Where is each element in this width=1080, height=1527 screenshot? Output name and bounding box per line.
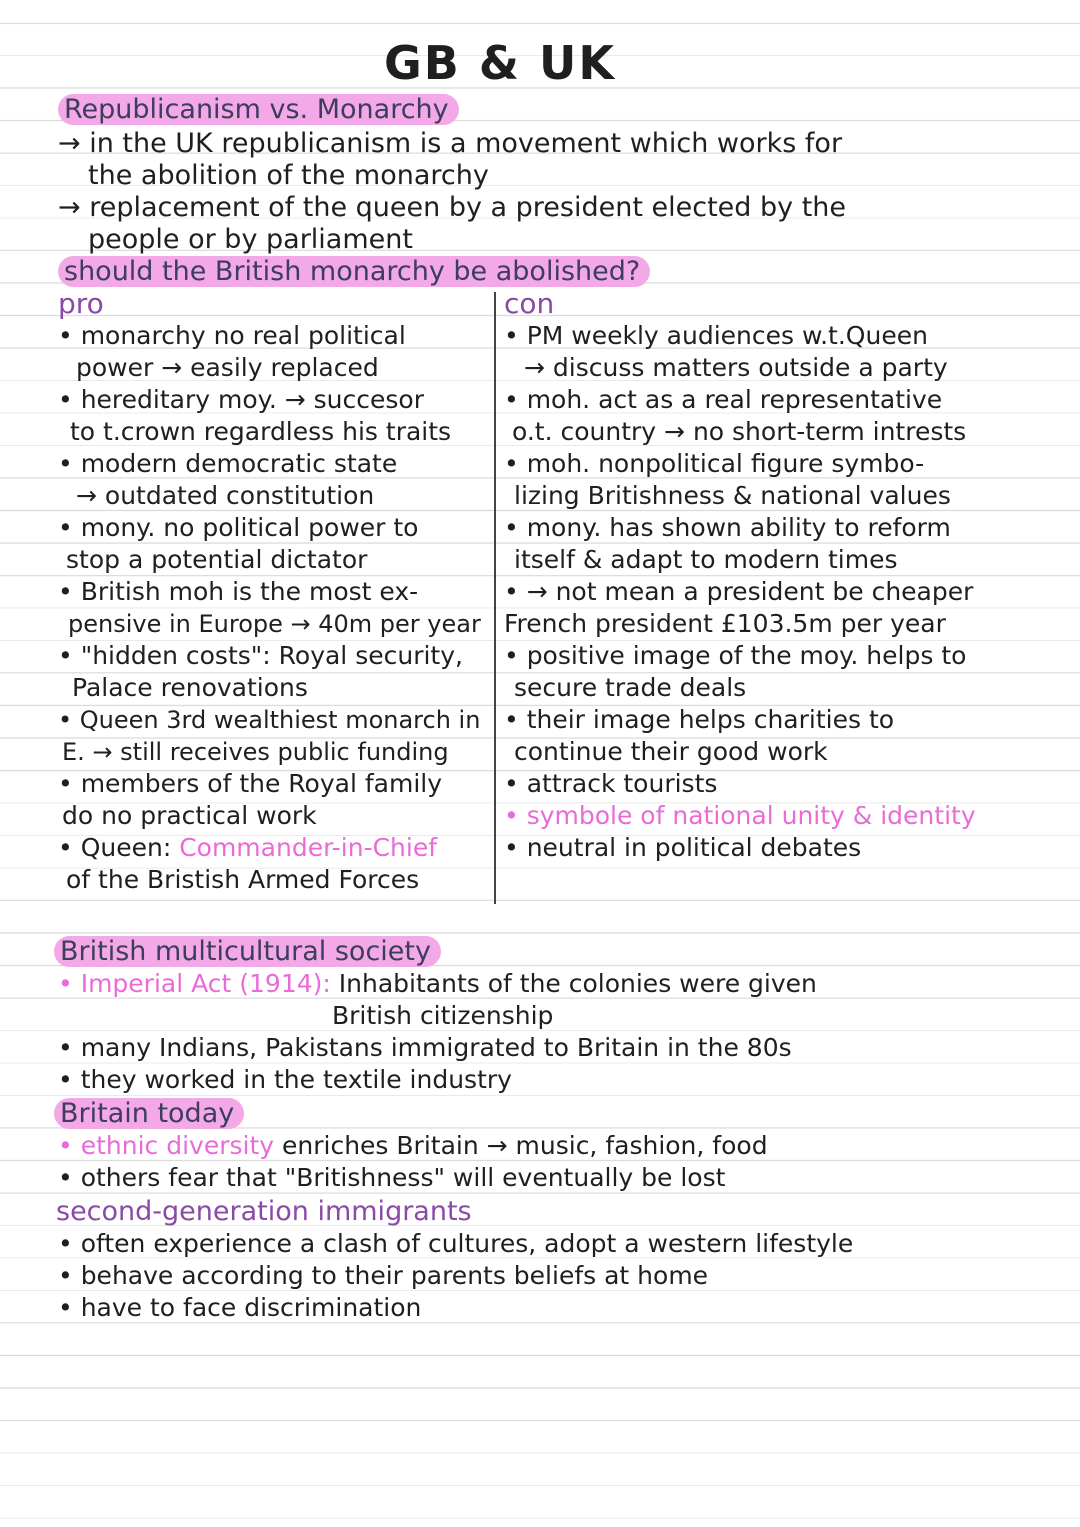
list-item: • hereditary moy. → succesor [58,385,424,414]
section-heading-britain-today: Britain today [54,1098,244,1130]
list-item: stop a potential dictator [66,545,368,574]
list-item: • attrack tourists [504,769,718,798]
list-item: • Queen 3rd wealthiest monarch in [58,706,481,734]
text-line: • many Indians, Pakistans immigrated to Britain in the 80s [58,1033,792,1062]
section-heading-multicultural: British multicultural society [54,936,441,968]
diversity-line: • ethnic diversity enriches Britain → music, fashion, food [58,1131,768,1160]
list-item: • their image helps charities to [504,705,895,734]
text-line: • have to face discrimination [58,1293,422,1322]
section-heading-republicanism: Republicanism vs. Monarchy [58,94,459,126]
list-item: • moh. nonpolitical figure symbo- [504,449,925,478]
list-item: • neutral in political debates [504,833,862,862]
list-item: → outdated constitution [76,481,375,510]
column-divider [494,292,496,904]
list-item: • positive image of the moy. helps to [504,641,967,670]
text-line: British citizenship [332,1001,554,1030]
list-item: • members of the Royal family [58,769,443,798]
list-item: • monarchy no real political [58,321,406,350]
list-item: • PM weekly audiences w.t.Queen [504,321,928,350]
text-line: • behave according to their parents beliefs at home [58,1261,709,1290]
list-item: French president £103.5m per year [504,609,946,638]
list-item: do no practical work [62,801,317,830]
list-item: • moh. act as a real representative [504,385,943,414]
list-item: continue their good work [514,737,828,766]
list-item: o.t. country → no short-term intrests [512,417,967,446]
text-line: people or by parliament [88,224,413,255]
list-item: itself & adapt to modern times [514,545,898,574]
list-item-commander: • Queen: Commander-in-Chief [58,833,438,862]
list-item: • British moh is the most ex- [58,577,419,606]
pro-column [58,288,488,896]
list-item: lizing Britishness & national values [514,481,951,510]
list-item: E. → still receives public funding [62,738,449,766]
imperial-act-line: • Imperial Act (1914): Inhabitants of the colonies were given [58,969,817,998]
text-line: → replacement of the queen by a president elected by the [58,192,847,223]
list-item: of the Bristish Armed Forces [66,865,420,894]
page-title: GB & UK [384,36,616,90]
list-item: → discuss matters outside a party [524,353,948,382]
list-item: • modern democratic state [58,449,398,478]
section-heading-question: should the British monarchy be abolished? [58,256,650,288]
text-line: • others fear that "Britishness" will eventually be lost [58,1163,726,1192]
commander-in-chief-highlight: Commander-in-Chief [179,833,438,862]
text-line: • they worked in the textile industry [58,1065,512,1094]
diversity-label: • ethnic diversity [58,1131,275,1160]
list-item: secure trade deals [514,673,747,702]
list-item: power → easily replaced [76,353,379,382]
list-item: to t.crown regardless his traits [70,417,452,446]
list-item: pensive in Europe → 40m per year [68,610,481,638]
section-heading-second-generation: second-generation immigrants [56,1196,472,1227]
list-item: • mony. has shown ability to reform [504,513,951,542]
list-item: • mony. no political power to [58,513,419,542]
list-item-highlighted: • symbole of national unity & identity [504,801,976,830]
list-item: • "hidden costs": Royal security, [58,641,463,670]
text-line: • often experience a clash of cultures, adopt a western lifestyle [58,1229,854,1258]
con-column [504,288,1044,864]
con-heading: con [504,287,555,320]
list-item: • → not mean a president be cheaper [504,577,974,606]
pro-heading: pro [58,287,104,320]
list-item: Palace renovations [72,673,308,702]
text-line: the abolition of the monarchy [88,160,489,191]
imperial-act-label: • Imperial Act (1914): [58,969,331,998]
text-line: → in the UK republicanism is a movement which works for [58,128,843,159]
